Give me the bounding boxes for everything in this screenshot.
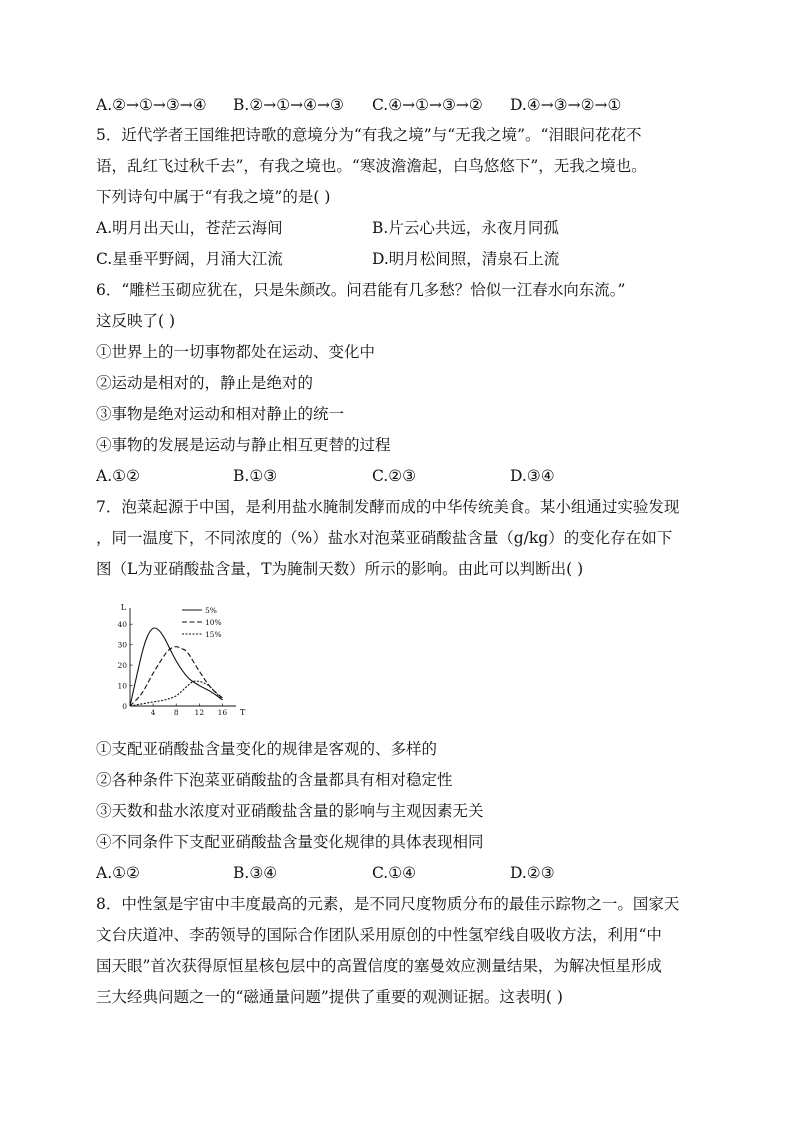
q7-statement: ④不同条件下支配亚硝酸盐含量变化规律的具体表现相同 — [96, 833, 484, 851]
q6-stem-line: 6．“雕栏玉砌应犹在，只是朱颜改。问君能有几多愁？恰似一江春水向东流。” — [96, 281, 626, 299]
q6-option-b: B.①③ — [233, 467, 278, 485]
q7-option-d: D.②③ — [510, 864, 555, 882]
y-axis-label: L — [120, 603, 126, 612]
q7-option-b: B.③④ — [233, 864, 278, 882]
x-tick-label: 8 — [173, 708, 179, 717]
q8-stem-line: 文台庆道冲、李菂领导的国际合作团队采用原创的中性氢窄线自吸收方法，利用“中 — [96, 926, 662, 944]
q5-stem-line: 5．近代学者王国维把诗歌的意境分为“有我之境”与“无我之境”。“泪眼问花花不 — [96, 126, 642, 144]
q6-option-c: C.②③ — [372, 467, 417, 485]
q7-statement: ①支配亚硝酸盐含量变化的规律是客观的、多样的 — [96, 740, 438, 758]
q7-statement: ②各种条件下泡菜亚硝酸盐的含量都具有相对稳定性 — [96, 771, 453, 789]
q4-option-d: D.④→③→②→① — [510, 96, 622, 114]
y-tick-label: 20 — [117, 661, 127, 671]
q7-stem-line: 7．泡菜起源于中国，是利用盐水腌制发酵而成的中华传统美食。某小组通过实验发现 — [96, 498, 680, 516]
q6-stem-line: 这反映了( ) — [96, 312, 176, 330]
q7-stem-line: ，同一温度下，不同浓度的（%）盐水对泡菜亚硝酸盐含量（g/kg）的变化存在如下 — [96, 529, 673, 547]
q4-option-a: A.②→①→③→④ — [96, 96, 207, 114]
q4-option-b: B.②→①→④→③ — [233, 96, 344, 114]
q6-statement: ①世界上的一切事物都处在运动、变化中 — [96, 343, 376, 361]
x-axis-label: T — [240, 708, 246, 717]
y-tick-label: 30 — [117, 640, 127, 650]
legend-label-3: 15% — [205, 630, 222, 639]
q5-option-d: D.明月松间照，清泉石上流 — [372, 250, 560, 268]
q5-stem-line: 语，乱红飞过秋千去”，有我之境也。“寒波澹澹起，白鸟悠悠下”，无我之境也。 — [96, 157, 647, 175]
y-tick-label: 40 — [117, 620, 127, 630]
q6-statement: ②运动是相对的，静止是绝对的 — [96, 374, 314, 392]
q7-option-c: C.①④ — [372, 864, 417, 882]
series-line-2 — [130, 647, 222, 706]
q7-stem-line: 图（L为亚硝酸盐含量，T为腌制天数）所示的影响。由此可以判断出( ) — [96, 560, 584, 578]
legend-label-1: 5% — [205, 606, 217, 615]
q5-option-a: A.明月出天山，苍茫云海间 — [96, 219, 283, 237]
q4-option-c: C.④→①→③→② — [372, 96, 483, 114]
q8-stem-line: 国天眼”首次获得原恒星核包层中的高置信度的塞曼效应测量结果，为解决恒星形成 — [96, 957, 662, 975]
q8-stem-line: 三大经典问题之一的“磁通量问题”提供了重要的观测证据。这表明( ) — [96, 988, 563, 1006]
series-line-1 — [130, 628, 222, 706]
x-tick-label: 4 — [150, 708, 156, 717]
q6-statement: ③事物是绝对运动和相对静止的统一 — [96, 405, 345, 423]
x-tick-label: 16 — [217, 708, 228, 717]
y-tick-label: 10 — [117, 681, 127, 691]
q7-statement: ③天数和盐水浓度对亚硝酸盐含量的影响与主观因素无关 — [96, 802, 484, 820]
q7-option-a: A.①② — [96, 864, 140, 882]
q8-stem-line: 8．中性氢是宇宙中丰度最高的元素，是不同尺度物质分布的最佳示踪物之一。国家天 — [96, 895, 680, 913]
q5-option-b: B.片云心共远，永夜月同孤 — [372, 219, 559, 237]
nitrite-chart — [110, 602, 246, 724]
q5-stem-line: 下列诗句中属于“有我之境”的是( ) — [96, 188, 331, 206]
q6-statement: ④事物的发展是运动与静止相互更替的过程 — [96, 436, 391, 454]
q6-option-a: A.①② — [96, 467, 140, 485]
x-tick-label: 12 — [194, 708, 205, 717]
legend-label-2: 10% — [205, 618, 222, 627]
y-tick-label: 0 — [122, 702, 127, 711]
q6-option-d: D.③④ — [510, 467, 555, 485]
q5-option-c: C.星垂平野阔，月涌大江流 — [96, 250, 283, 268]
